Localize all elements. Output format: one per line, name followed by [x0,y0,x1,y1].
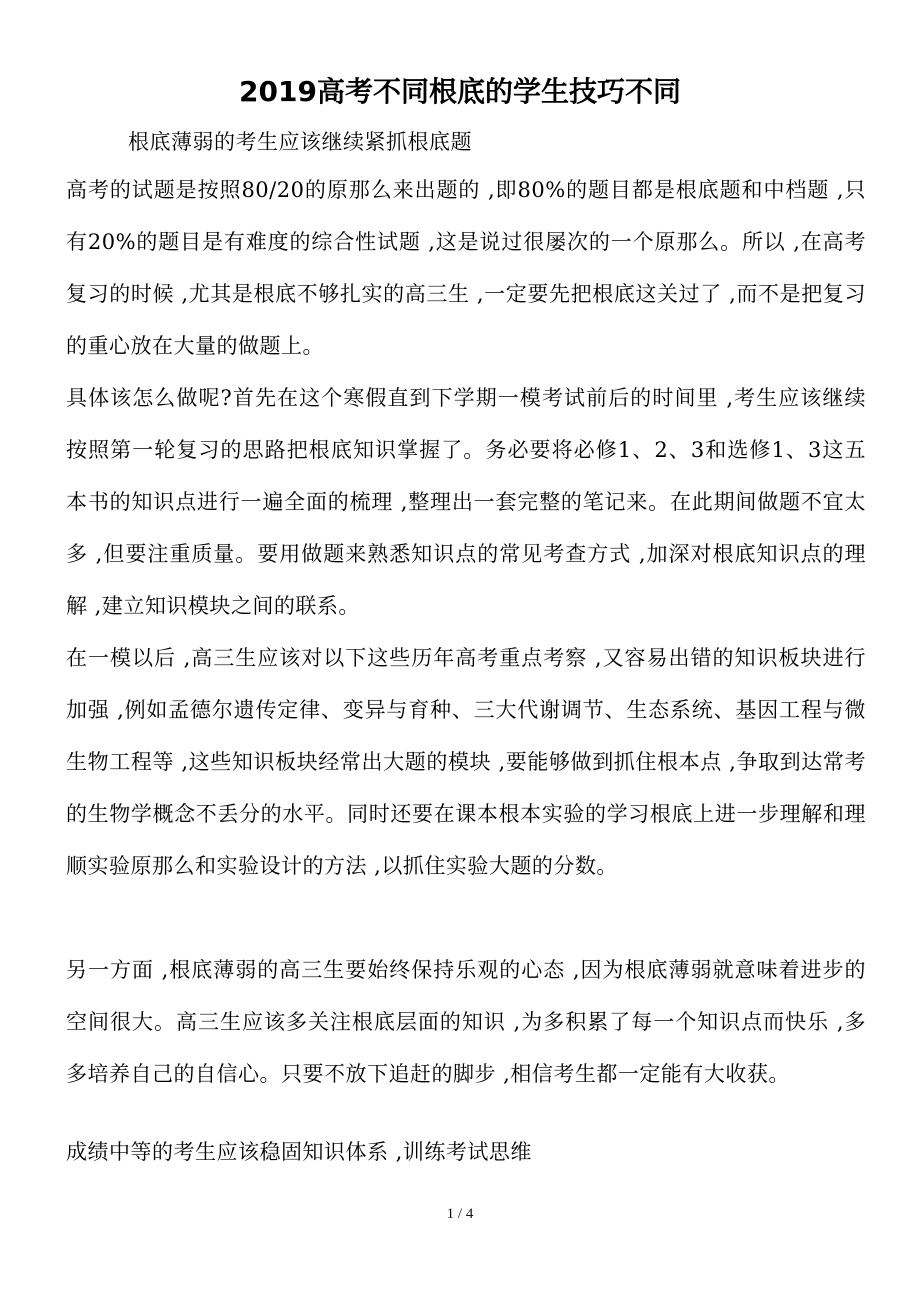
paragraph-4: 另一方面 ,根底薄弱的高三生要始终保持乐观的心态 ,因为根底薄弱就意味着进步的空间很大。高三生应该多关注根底层面的知识 ,为多积累了每一个知识点而快乐 ,多多培养自己的自信心。只要不放下追赶的脚步 ,相信考生都一定能有大收获。 [66,958,866,1086]
page-indicator: 1 / 4 [446,1206,474,1222]
paragraph-5: 成绩中等的考生应该稳固知识体系 ,训练考试思维 [66,1140,532,1164]
paragraph-2: 具体该怎么做呢?首先在这个寒假直到下学期一模考试前后的时间里 ,考生应该继续按照第一轮复习的思路把根底知识掌握了。务必要将必修1、2、3和选修1、3这五本书的知识点进行一遍全面的梳理 ,整理出一套完整的笔记来。在此期间做题不宜太多 ,但要注重质量。要用做题来熟悉知识点的常见考查方式 ,加深对根底知识点的理解 ,建立知识模块之间的联系。 [66,386,866,618]
document-title: 2019高考不同根底的学生技巧不同 [239,75,681,108]
paragraph-1: 高考的试题是按照80/20的原那么来出题的 ,即80%的题目都是根底题和中档题 ,只有20%的题目是有难度的综合性试题 ,这是说过很屡次的一个原那么。所以 ,在高考复习的时候 ,尤其是根底不够扎实的高三生 ,一定要先把根底这关过了 ,而不是把复习的重心放在大量的做题上。 [66,178,866,358]
paragraph-3: 在一模以后 ,高三生应该对以下这些历年高考重点考察 ,又容易出错的知识板块进行加强 ,例如孟德尔遗传定律、变异与育种、三大代谢调节、生态系统、基因工程与微生物工程等 ,这些知识板块经常出大题的模块 ,要能够做到抓住根本点 ,争取到达常考的生物学概念不丢分的水平。同时还要在课本根本实验的学习根底上进一步理解和理顺实验原那么和实验设计的方法 ,以抓住实验大题的分数。 [66,646,866,878]
section-subtitle: 根底薄弱的考生应该继续紧抓根底题 [128,130,472,154]
